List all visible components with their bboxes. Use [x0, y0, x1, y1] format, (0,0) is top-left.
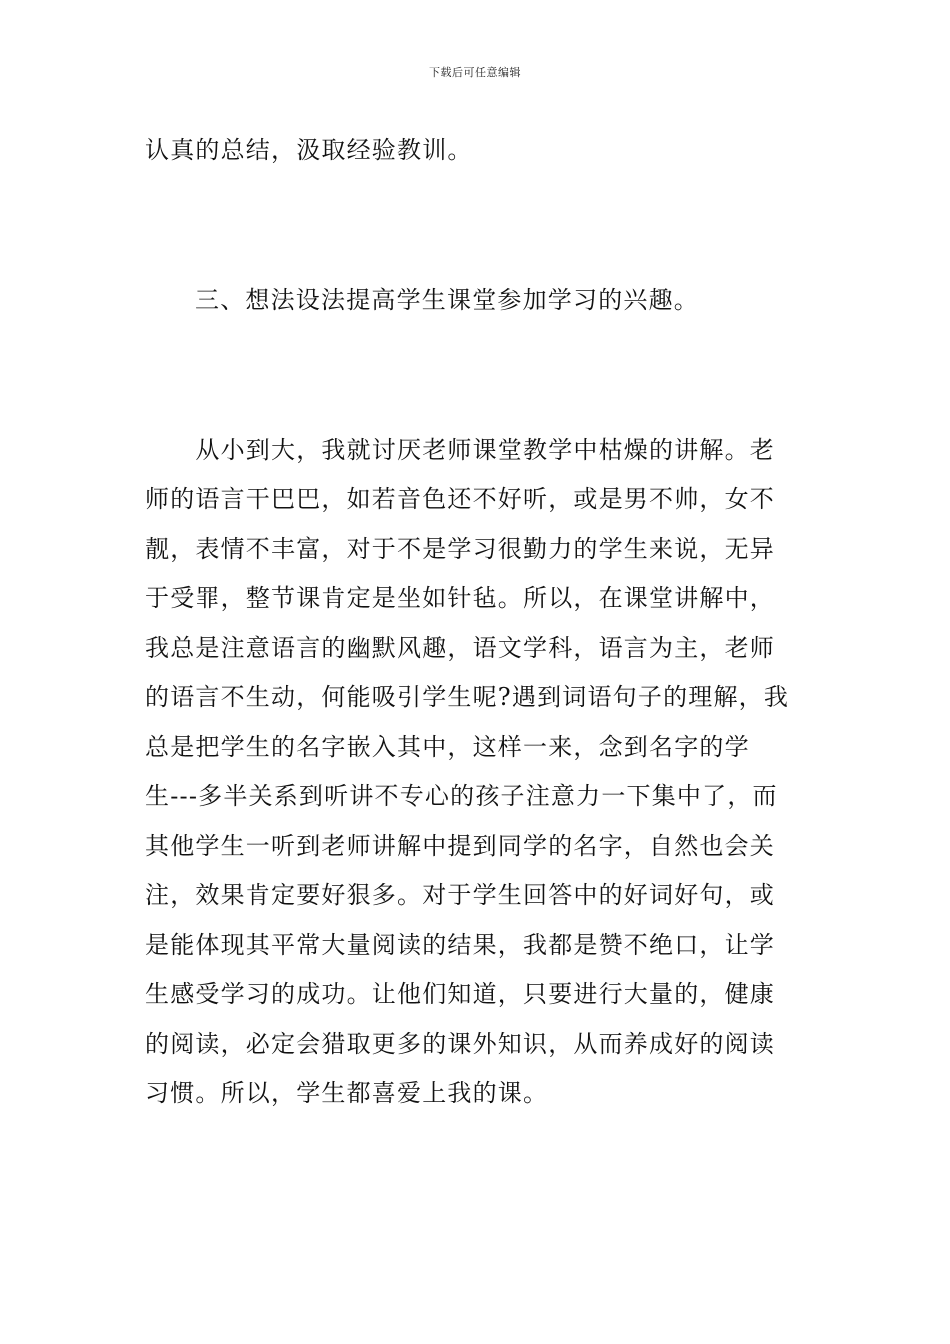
paragraph-line: 生---多半关系到听讲不专心的孩子注意力一下集中了，而: [145, 782, 778, 810]
paragraph-line: 总是把学生的名字嵌入其中，这样一来，念到名字的学: [145, 733, 750, 761]
paragraph-line: 于受罪，整节课肯定是坐如针毡。所以，在课堂讲解中，: [145, 584, 775, 612]
section-heading: 三、想法设法提高学生课堂参加学习的兴趣。: [195, 286, 699, 314]
continuation-line: 认真的总结，汲取经验教训。: [145, 136, 473, 164]
paragraph-line: 的语言不生动，何能吸引学生呢?遇到词语句子的理解，我: [145, 683, 790, 711]
paragraph-line: 注，效果肯定要好狠多。对于学生回答中的好词好句，或: [145, 881, 775, 909]
paragraph-line: 从小到大，我就讨厌老师课堂教学中枯燥的讲解。老: [145, 436, 775, 464]
paragraph-line: 靓，表情不丰富，对于不是学习很勤力的学生来说，无异: [145, 535, 775, 563]
header-note: 下载后可任意编辑: [429, 66, 521, 79]
paragraph-line: 习惯。所以，学生都喜爱上我的课。: [145, 1079, 549, 1107]
paragraph-line: 师的语言干巴巴，如若音色还不好听，或是男不帅，女不: [145, 485, 775, 513]
paragraph-line: 其他学生一听到老师讲解中提到同学的名字，自然也会关: [145, 832, 775, 860]
paragraph-line: 我总是注意语言的幽默风趣，语文学科，语言为主，老师: [145, 634, 775, 662]
paragraph-line: 的阅读，必定会猎取更多的课外知识，从而养成好的阅读: [145, 1030, 775, 1058]
paragraph-line: 生感受学习的成功。让他们知道，只要进行大量的，健康: [145, 980, 775, 1008]
paragraph-line: 是能体现其平常大量阅读的结果，我都是赞不绝口，让学: [145, 931, 775, 959]
